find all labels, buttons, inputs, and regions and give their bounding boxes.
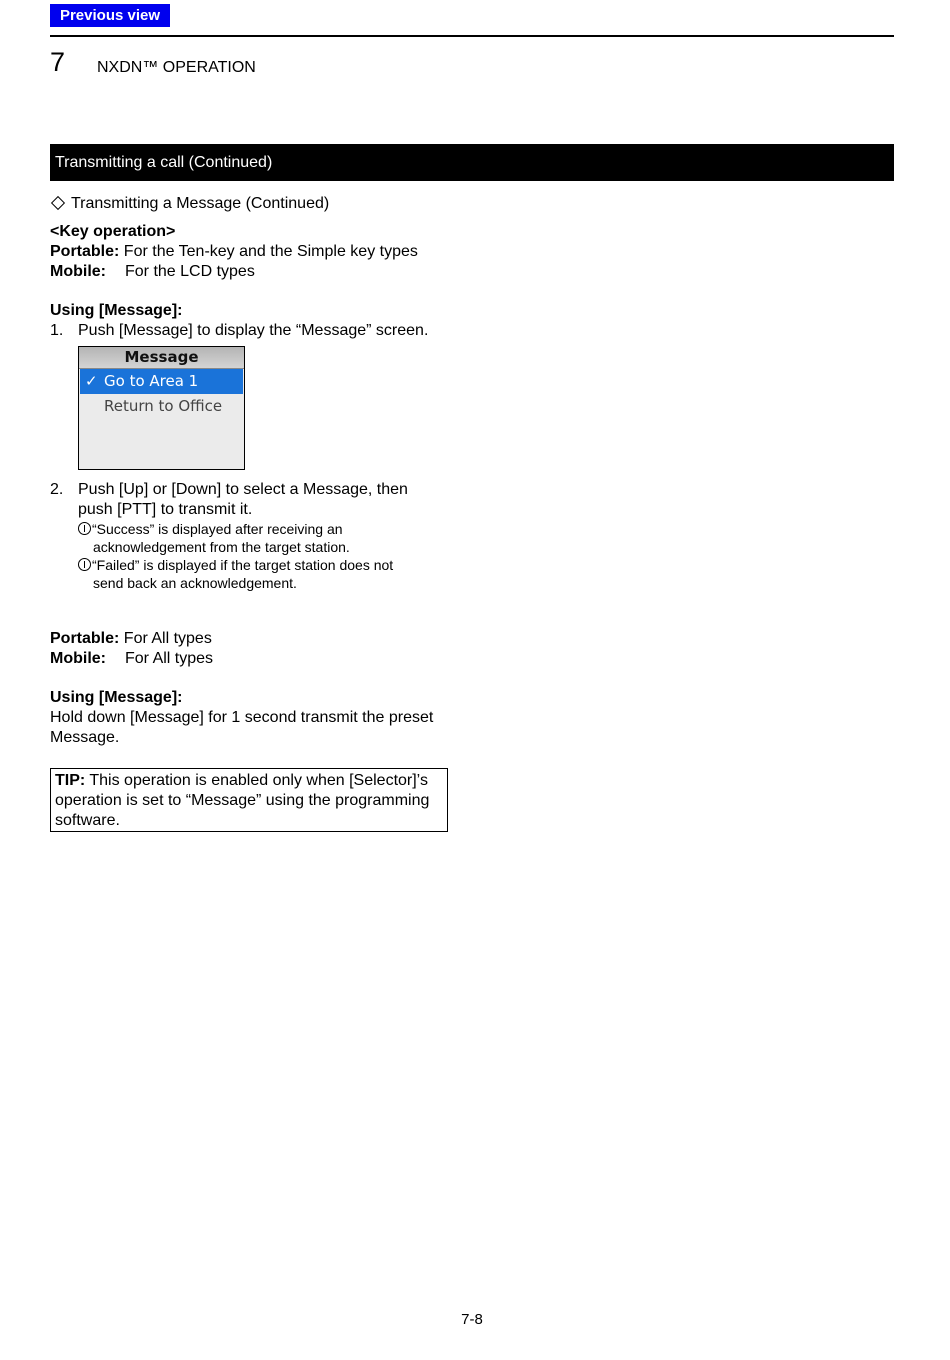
step-2-number: 2.: [50, 481, 64, 498]
mobile-label: Mobile:: [50, 650, 106, 667]
portable-label: Portable:: [50, 243, 120, 260]
subsection-title: Transmitting a Message (Continued): [71, 195, 330, 212]
previous-view-button[interactable]: Previous view: [50, 4, 170, 27]
step-2-line-1: [50, 480, 408, 500]
chapter-number: 7: [50, 47, 66, 77]
tip-line-1: [55, 771, 443, 791]
mobile-line: [50, 262, 255, 282]
hold-down-line-2: Message.: [50, 729, 120, 746]
note-success-cont: acknowledgement from the target station.: [93, 539, 350, 555]
note-failed-text: “Failed” is displayed if the target station does not: [92, 557, 394, 573]
note-failed: [78, 556, 393, 574]
note-success-text: “Success” is displayed after receiving an: [92, 521, 343, 537]
tip-line-2: operation is set to “Message” using the programming: [55, 792, 430, 809]
message-screen: [78, 346, 245, 470]
section-title-bar: Transmitting a call (Continued): [50, 144, 894, 181]
using-message-heading-2: Using [Message]:: [50, 689, 183, 706]
tip-line-3: software.: [55, 812, 120, 829]
subsection-heading: [50, 194, 329, 214]
info-icon: [78, 558, 91, 571]
mobile-all-line: [50, 649, 213, 669]
page-number: 7-8: [461, 1311, 483, 1328]
tip-text-1: This operation is enabled only when [Selector]’s: [89, 772, 428, 789]
tip-label: TIP:: [55, 772, 86, 789]
portable-line: [50, 242, 418, 262]
header-rule: [50, 35, 894, 37]
key-operation-heading: <Key operation>: [50, 223, 176, 240]
screen-item-label: Go to Area 1: [104, 372, 199, 390]
check-icon: ✓: [85, 372, 98, 390]
screen-item-label: Return to Office: [104, 397, 223, 415]
tip-box: [50, 768, 448, 832]
portable-text: For the Ten-key and the Simple key types: [123, 243, 418, 260]
step-1-number: 1.: [50, 322, 64, 339]
diamond-icon: [51, 196, 65, 210]
mobile-label: Mobile:: [50, 263, 106, 280]
step-2-line-2: push [PTT] to transmit it.: [78, 501, 253, 518]
hold-down-line-1: Hold down [Message] for 1 second transmit the preset: [50, 709, 434, 726]
portable-label: Portable:: [50, 630, 120, 647]
mobile-text: For the LCD types: [125, 263, 255, 280]
step-1-text: Push [Message] to display the “Message” screen.: [78, 322, 429, 339]
portable-all-line: [50, 629, 212, 649]
chapter-title: NXDN™ OPERATION: [97, 59, 256, 76]
screen-title: Message: [79, 347, 244, 369]
portable-text: For All types: [123, 630, 212, 647]
info-icon: [78, 522, 91, 535]
using-message-heading: Using [Message]:: [50, 302, 183, 319]
screen-item-go-to-area-1[interactable]: [80, 369, 243, 394]
note-failed-cont: send back an acknowledgement.: [93, 575, 297, 591]
step-1: [50, 321, 428, 341]
screen-item-return-to-office[interactable]: [80, 394, 243, 419]
step-2-text: Push [Up] or [Down] to select a Message, then: [78, 481, 408, 498]
mobile-text: For All types: [125, 650, 214, 667]
note-success: [78, 520, 343, 538]
